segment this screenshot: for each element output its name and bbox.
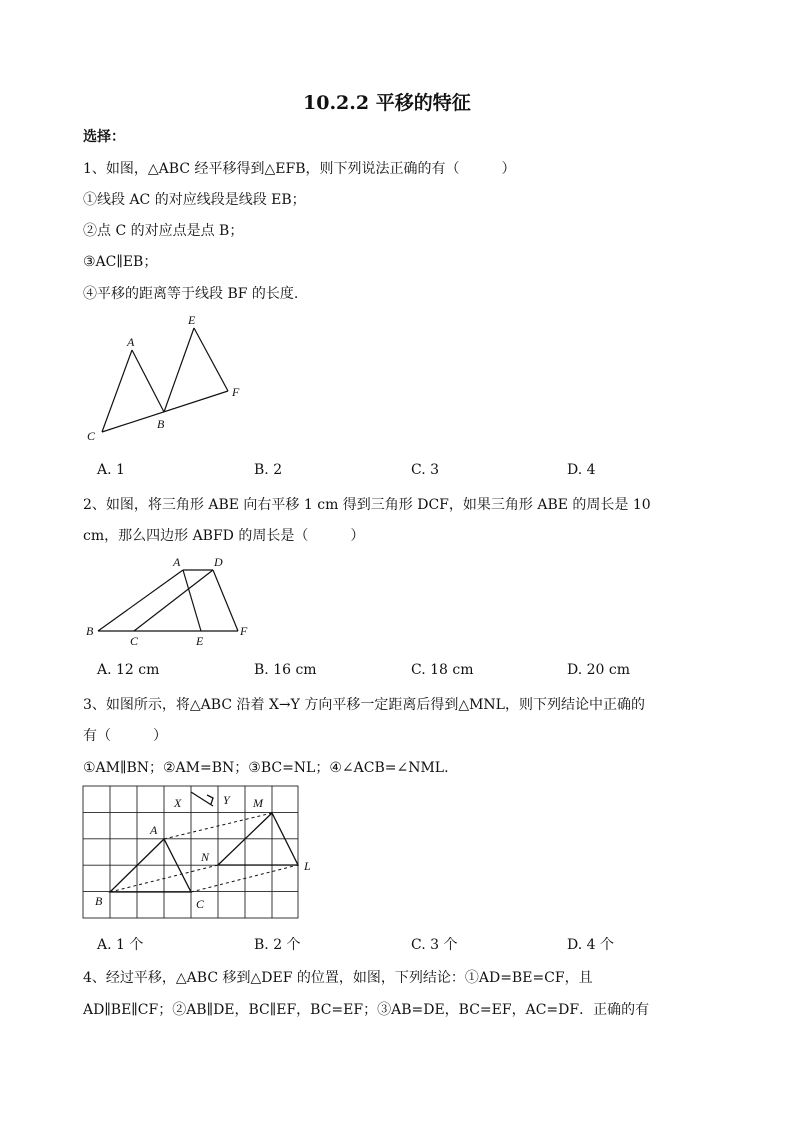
q1-label-e: E <box>188 313 196 327</box>
q3-option-b[interactable]: B. 2 个 <box>254 937 301 953</box>
q3-label-m: M <box>253 796 263 810</box>
q1-statement-3: ③AC∥EB； <box>83 254 158 270</box>
q2-option-c[interactable]: C. 18 cm <box>411 662 474 678</box>
q2-stem-line-2: cm，那么四边形 ABFD 的周长是（ ） <box>83 528 365 544</box>
q1-statement-1: ①线段 AC 的对应线段是线段 EB； <box>83 192 306 208</box>
q3-label-n: N <box>201 850 210 864</box>
q2-label-a: A <box>173 555 181 569</box>
q2-label-d: D <box>214 555 223 569</box>
q3-label-x: X <box>174 796 182 810</box>
q1-label-b: B <box>157 417 165 431</box>
q1-option-c[interactable]: C. 3 <box>411 462 440 478</box>
q1-label-f: F <box>232 385 240 399</box>
q3-stem-line-1: 3、如图所示，将△ABC 沿着 X→Y 方向平移一定距离后得到△MNL，则下列结论中正确的 <box>83 697 645 713</box>
q3-label-c: C <box>196 897 205 911</box>
q1-label-a: A <box>127 335 135 349</box>
q3-label-y: Y <box>223 793 230 807</box>
q3-label-l: L <box>304 859 311 873</box>
q3-option-a[interactable]: A. 1 个 <box>97 937 144 953</box>
q3-conditions: ①AM∥BN；②AM=BN；③BC=NL；④∠ACB=∠NML. <box>83 760 449 776</box>
q2-option-b[interactable]: B. 16 cm <box>254 662 317 678</box>
q1-option-d[interactable]: D. 4 <box>567 462 596 478</box>
q1-figure <box>80 310 260 450</box>
section-heading: 选择： <box>83 129 125 145</box>
q1-statement-4: ④平移的距离等于线段 BF 的长度. <box>83 286 299 302</box>
q2-label-e: E <box>196 634 204 648</box>
q1-option-b[interactable]: B. 2 <box>254 462 283 478</box>
q2-stem-line-1: 2、如图，将三角形 ABE 向右平移 1 cm 得到三角形 DCF，如果三角形 ABE 的周长是 10 <box>83 497 651 513</box>
q2-option-a[interactable]: A. 12 cm <box>97 662 160 678</box>
q3-label-a: A <box>150 823 158 837</box>
q2-label-f: F <box>240 624 248 638</box>
q3-option-c[interactable]: C. 3 个 <box>411 937 458 953</box>
q2-option-d[interactable]: D. 20 cm <box>567 662 631 678</box>
q3-option-d[interactable]: D. 4 个 <box>567 937 614 953</box>
q1-option-a[interactable]: A. 1 <box>97 462 125 478</box>
q2-figure <box>80 552 260 652</box>
page-title: 10.2.2 平移的特征 <box>303 92 471 114</box>
q4-stem-line-2: AD∥BE∥CF；②AB∥DE，BC∥EF，BC=EF；③AB=DE，BC=EF，AC=DF．正确的有 <box>83 1002 650 1018</box>
q1-statement-2: ②点 C 的对应点是点 B； <box>83 223 244 239</box>
q3-label-b: B <box>95 894 103 908</box>
q4-stem-line-1: 4、经过平移，△ABC 移到△DEF 的位置，如图，下列结论：①AD=BE=CF，且 <box>83 970 593 986</box>
q2-label-c: C <box>130 634 139 648</box>
q1-stem: 1、如图，△ABC 经平移得到△EFB，则下列说法正确的有（ ） <box>83 161 516 177</box>
q3-grid-figure <box>83 786 323 920</box>
q2-label-b: B <box>86 624 94 638</box>
q3-stem-line-2: 有（ ） <box>83 728 167 744</box>
q1-label-c: C <box>87 429 96 443</box>
